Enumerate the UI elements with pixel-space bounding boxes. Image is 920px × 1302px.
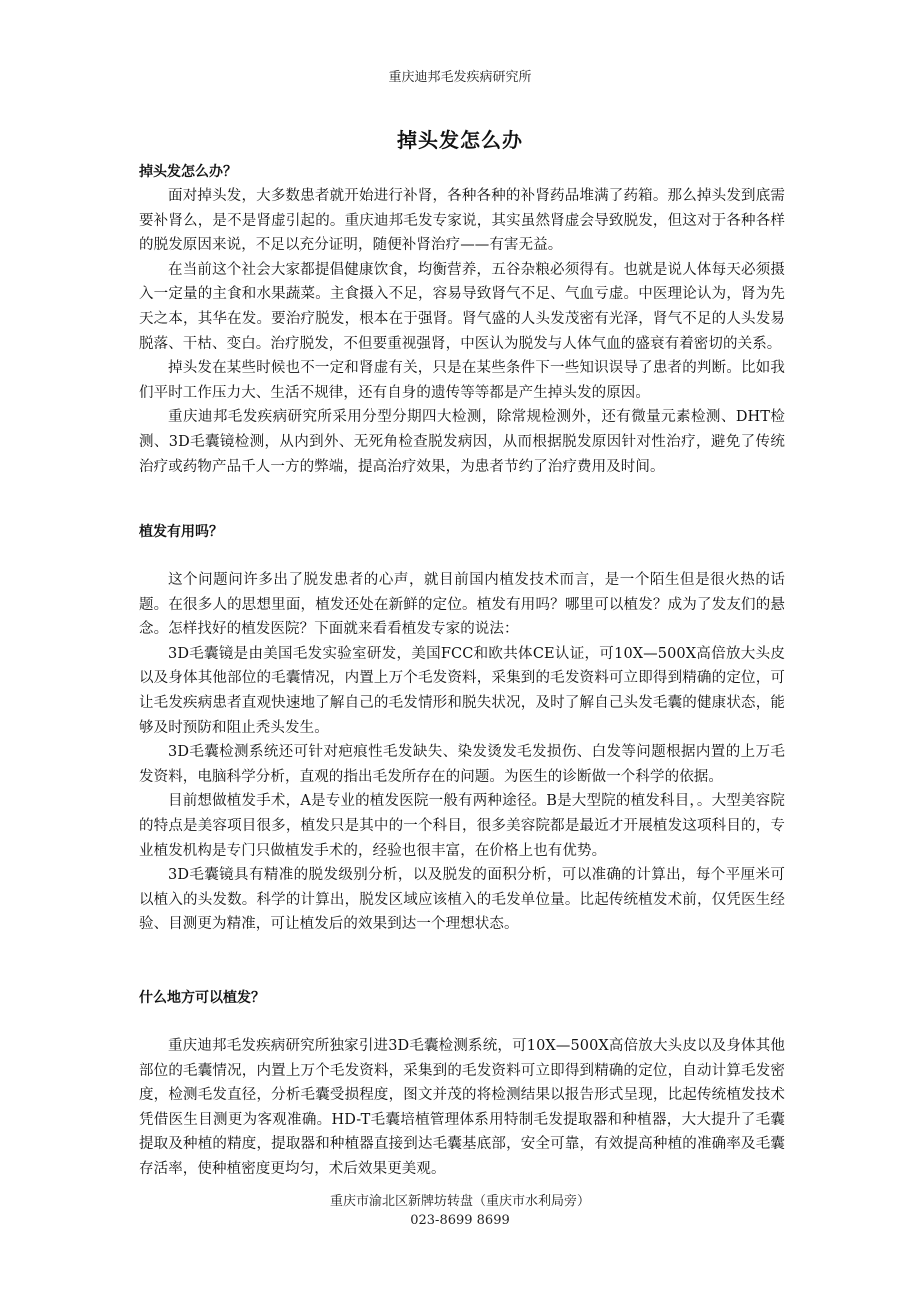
paragraph: 在当前这个社会大家都提倡健康饮食，均衡营养，五谷杂粮必须得有。也就是说人体每天必须摄入一定量的主食和水果蔬菜。主食摄入不足，容易导致肾气不足、气血亏虚。中医理论认为，肾为先天之本，其华在发。要治疗脱发，根本在于强肾。肾气盛的人头发茂密有光泽，肾气不足的人头发易脱落、干枯、变白。治疗脱发，不但要重视强肾，中医认为脱发与人体气血的盛衰有着密切的关系。	[139, 261, 785, 352]
section-heading: 掉头发怎么办？	[139, 164, 237, 180]
section-where-transplant	[139, 986, 785, 1182]
paragraph: 重庆迪邦毛发疾病研究所独家引进3D毛囊检测系统，可10X—500X高倍放大头皮以及身体其他部位的毛囊情况，内置上万个毛发资料，采集到的毛发资料可立即得到精确的定位，自动计算毛发密度，检测毛发直径，分析毛囊受损程度，图文并茂的将检测结果以报告形式呈现，比起传统植发技术凭借医生目测更为客观准确。HD-T毛囊培植管理体系用特制毛发提取器和种植器，大大提升了毛囊提取及种植的精度，提取器和种植器直接到达毛囊基底部，安全可靠，有效提高种植的准确率及毛囊存活率，使种植密度更均匀，术后效果更美观。	[139, 1038, 785, 1177]
paragraph: 重庆迪邦毛发疾病研究所采用分型分期四大检测，除常规检测外，还有微量元素检测、DHT检测、3D毛囊镜检测，从内到外、无死角检查脱发病因，从而根据脱发原因针对性治疗，避免了传统治疗或药物产品千人一方的弊端，提高治疗效果，为患者节约了治疗费用及时间。	[139, 409, 785, 475]
paragraph: 目前想做植发手术，A是专业的植发医院一般有两种途径。B是大型院的植发科目，。大型美容院的特点是美容项目很多，植发只是其中的一个科目，很多美容院都是最近才开展植发这项科目的，专业植发机构是专门只做植发手术的，经验也很丰富，在价格上也有优势。	[139, 793, 785, 859]
paragraph: 3D毛囊镜是由美国毛发实验室研发，美国FCC和欧共体CE认证，可10X—500X高倍放大头皮以及身体其他部位的毛囊情况，内置上万个毛发资料，采集到的毛发资料可立即得到精确的定位，可让毛发疾病患者直观快速地了解自己的毛发情形和脱失状况，及时了解自己头发毛囊的健康状态，能够及时预防和阻止秃头发生。	[139, 645, 785, 736]
paragraph: 3D毛囊检测系统还可针对疤痕性毛发缺失、染发烫发毛发损伤、白发等问题根据内置的上万毛发资料，电脑科学分析，直观的指出毛发所存在的问题。为医生的诊断做一个科学的依据。	[139, 744, 785, 785]
section-heading: 什么地方可以植发？	[139, 990, 265, 1006]
section-hair-loss	[139, 160, 785, 479]
document-title: 掉头发怎么办	[397, 128, 523, 152]
section-heading: 植发有用吗？	[139, 524, 223, 540]
paragraph: 掉头发在某些时候也不一定和肾虚有关，只是在某些条件下一些知识误导了患者的判断。比如我们平时工作压力大、生活不规律，还有自身的遗传等等都是产生掉头发的原因。	[139, 360, 785, 401]
paragraph: 3D毛囊镜具有精准的脱发级别分析，以及脱发的面积分析，可以准确的计算出，每个平厘米可以植入的头发数。科学的计算出，脱发区域应该植入的毛发单位量。比起传统植发术前，仅凭医生经验、目测更为精准，可让植发后的效果到达一个理想状态。	[139, 867, 785, 933]
paragraph: 这个问题问许多出了脱发患者的心声，就目前国内植发技术而言，是一个陌生但是很火热的话题。在很多人的思想里面，植发还处在新鲜的定位。植发有用吗？哪里可以植发？成为了发友们的悬念。怎样找好的植发医院？下面就来看看植发专家的说法：	[139, 572, 785, 638]
footer-address: 重庆市渝北区新牌坊转盘（重庆市水利局旁）	[329, 1194, 590, 1209]
page-header: 重庆迪邦毛发疾病研究所	[388, 70, 532, 85]
section-transplant-useful	[139, 520, 785, 937]
paragraph: 面对掉头发，大多数患者就开始进行补肾，各种各种的补肾药品堆满了药箱。那么掉头发到底需要补肾么，是不是肾虚引起的。重庆迪邦毛发专家说，其实虽然肾虚会导致脱发，但这对于各种各样的脱发原因来说，不足以充分证明，随便补肾治疗——有害无益。	[139, 188, 785, 254]
footer-phone: 023-8699 8699	[410, 1213, 510, 1228]
page-footer	[0, 1192, 920, 1230]
